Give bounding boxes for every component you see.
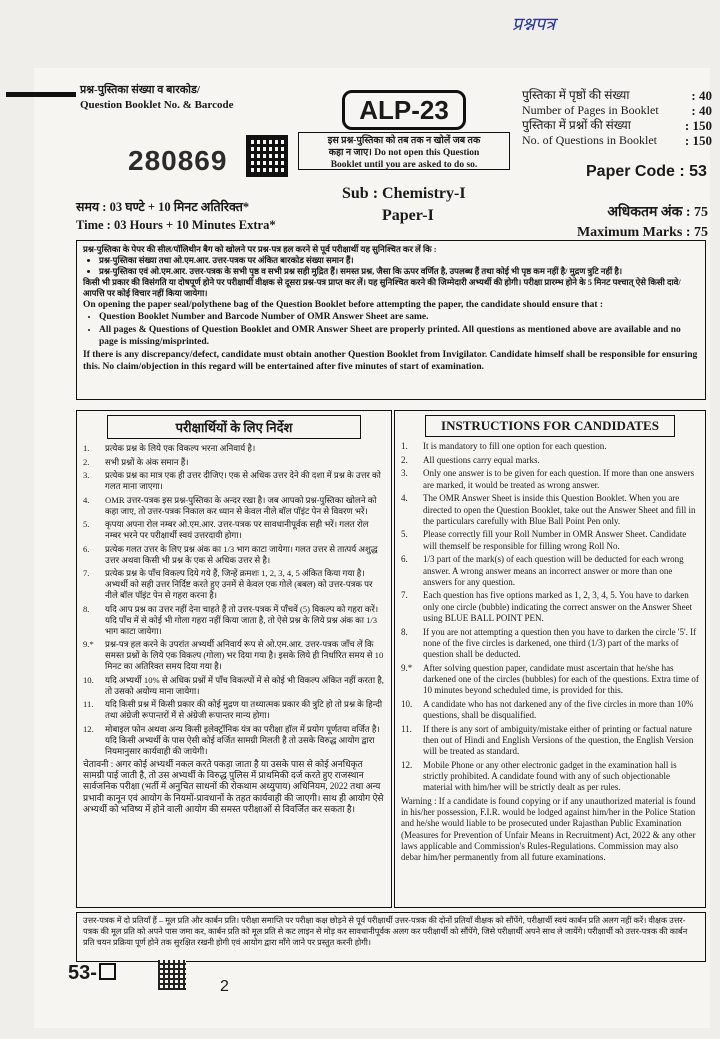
time-hi: समय : 03 घण्टे + 10 मिनट अतिरिक्त* xyxy=(76,200,250,214)
instruction-item xyxy=(83,675,385,697)
instruction-item xyxy=(401,590,699,624)
paper-code-footer xyxy=(68,962,116,985)
pages-value: : 40 xyxy=(691,88,712,103)
square-box-icon xyxy=(99,963,116,980)
notice-hi-point: • प्रश्न-पुस्तिका एवं ओ.एम.आर. उत्तर-पत्रक के सभी पृष्ठ व सभी प्रश्न सही मुद्रित हैं। समस्त प्रश्न, जैसा कि ऊपर वर्णित है, उपलब्ध हैं तथा कोई भी पृष्ठ कम नहीं है/ मुद्रण त्रुटि नहीं है। xyxy=(99,266,699,277)
instruction-item xyxy=(83,544,385,566)
instruction-number: 7. xyxy=(83,568,90,578)
max-marks xyxy=(560,203,708,243)
instruction-item xyxy=(401,455,699,466)
handwritten-note: प्रश्नपत्र xyxy=(512,14,556,35)
notice-hi-point: • प्रश्न-पुस्तिका संख्या तथा ओ.एम.आर. उत्तर-पत्रक पर अंकित बारकोड संख्या समान हैं। xyxy=(99,255,699,266)
english-instructions-list xyxy=(395,441,705,793)
notice-hi-outro: किसी भी प्रकार की विसंगति या दोषपूर्ण होने पर परीक्षार्थी वीक्षक से दूसरा प्रश्न-पत्र प्राप्त कर लें। यह सुनिश्चित करने की जिम्मेदारी अभ्यर्थी की होगी। परीक्षा प्रारम्भ होने के 5 मिनट पश्चात् ऐसे किसी दावे/आपत्ति पर कोई विचार नहीं किया जायेगा। xyxy=(83,277,681,298)
instruction-text: सभी प्रश्नों के अंक समान हैं। xyxy=(105,456,189,467)
instruction-number: 4. xyxy=(83,494,90,505)
instruction-number: 1. xyxy=(83,443,90,453)
instruction-item xyxy=(83,724,385,757)
instruction-number: 3. xyxy=(401,468,408,479)
time-block xyxy=(76,198,276,234)
instruction-item xyxy=(401,724,699,758)
hindi-instructions xyxy=(76,410,392,908)
paper-code: Paper Code : 53 xyxy=(586,163,707,180)
instruction-item xyxy=(401,760,699,794)
instruction-text: यदि किसी प्रश्न में किसी प्रकार की कोई मुद्रण या तथ्यात्मक प्रकार की त्रुटि हो तो प्रश्न के हिन्दी तथा अंग्रेजी रूपान्तरों में से अंग्रेजी रूपान्तर मान्य होगा। xyxy=(105,699,383,720)
instruction-item xyxy=(83,519,385,541)
notice-en-outro: If there is any discrepancy/defect, candidate must obtain another Question Booklet from Invigilator. Candidate himself shall be responsible for ensuring this. No claim/objection in this regard will be entertained after five minutes of start of examination. xyxy=(83,349,698,373)
instruction-number: 5. xyxy=(401,529,408,540)
max-marks-en: Maximum Marks : 75 xyxy=(576,225,708,240)
instruction-text: All questions carry equal marks. xyxy=(423,454,540,465)
questions-label-en: No. of Questions in Booklet xyxy=(522,133,657,147)
warning-line-2: कहा न जाए। Do not open this Question xyxy=(328,148,480,158)
barcode-label xyxy=(80,83,234,113)
instruction-number: 8. xyxy=(401,626,408,637)
instruction-item xyxy=(401,699,699,721)
series-badge: ALP-23 xyxy=(342,90,466,130)
instruction-text: प्रत्येक प्रश्न के पाँच विकल्प दिये गये हैं, जिन्हें क्रमशः 1, 2, 3, 4, 5 अंकित किया गया है। अभ्यर्थी को सही उत्तर निर्दिष्ट करते हुए उनमें से केवल एक गोले (बबल) को उत्तर-पत्रक पर नीले बॉल पॉइंट पेन से गहरा करना है। xyxy=(105,568,373,600)
instruction-number: 1. xyxy=(401,441,408,451)
warning-line-1: इस प्रश्न-पुस्तिका को तब तक न खोलें जब तक xyxy=(327,136,481,146)
time-en: Time : 03 Hours + 10 Minutes Extra* xyxy=(76,218,276,232)
notice-en-point: • All pages & Questions of Question Booklet and OMR Answer Sheet are properly printed. All questions as mentioned above are available and no page is missing/misprinted. xyxy=(99,324,699,349)
pre-exam-notice xyxy=(76,240,706,400)
instruction-number: 11. xyxy=(83,699,94,709)
instruction-number: 4. xyxy=(401,493,408,504)
instruction-number: 8. xyxy=(83,603,90,614)
instruction-text: मोबाइल फोन अथवा अन्य किसी इलेक्ट्रॉनिक यंत्र का परीक्षा हॉल में प्रयोग पूर्णतया वर्जित है। यदि किसी अभ्यर्थी के पास ऐसी कोई वर्जित सामग्री मिलती है तो उसके विरुद्ध आयोग द्वारा नियमानुसार कार्यवाही की जायेगी। xyxy=(105,723,380,756)
instruction-number: 10. xyxy=(83,674,94,685)
instruction-text: A candidate who has not darkened any of the five circles in more than 10% questions, shall be disqualified. xyxy=(423,698,694,720)
questions-label-hi: पुस्तिका में प्रश्नों की संख्या xyxy=(522,118,631,132)
questions-value: : 150 xyxy=(684,118,712,133)
instruction-number: 7. xyxy=(401,590,408,601)
instruction-number: 11. xyxy=(401,723,412,734)
subject: Sub : Chemistry-I xyxy=(342,185,466,202)
instruction-number: 6. xyxy=(401,554,408,565)
instruction-text: Only one answer is to be given for each question. If more than one answers are marked, it would be treated as wrong answer. xyxy=(423,468,695,490)
notice-en-point: • Question Booklet Number and Barcode Number of OMR Answer Sheet are same. xyxy=(99,311,699,323)
hindi-warning: चेतावनी : अगर कोई अभ्यर्थी नकल करते पकड़ा जाता है या उसके पास से कोई अनधिकृत सामग्री पाई जाती है, तो उस अभ्यर्थी के विरुद्ध पुलिस में प्राथमिकी दर्ज करते हुए राजस्थान सार्वजनिक परीक्षा (भर्ती में अनुचित साधनों की रोकथाम अध्युपाय) अधिनियम, 2022 तथा अन्य प्रभावी कानून एवं आयोग के नियमों-प्रावधानों के तहत कार्यवाही की जाएगी। साथ ही आयोग ऐसे अभ्यर्थी को भविष्य में होने वाली आयोग की समस्त परीक्षाओं से विवर्जित कर सकता है। xyxy=(83,759,384,814)
instruction-text: It is mandatory to fill one option for each question. xyxy=(423,441,607,451)
instruction-item xyxy=(83,699,385,721)
paper-title: Paper-I xyxy=(382,207,434,224)
pages-label-hi: पुस्तिका में पृष्ठों की संख्या xyxy=(522,88,630,102)
carbon-copy-note: उत्तर-पत्रक में दो प्रतियाँ हैं – मूल प्रति और कार्बन प्रति। परीक्षा समाप्ति पर परीक्षा कक्ष छोड़ने से पूर्व परीक्षार्थी उत्तर-पत्रक की दोनों प्रतियाँ वीक्षक को सौंपेंगे, परीक्षार्थी स्वयं कार्बन प्रति अलग नहीं करें। वीक्षक उत्तर-पत्रक की मूल प्रति को अपने पास जमा कर, कार्बन प्रति को मूल प्रति से कट लाइन से मोड़ कर सावधानीपूर्वक अलग कर परीक्षार्थी को सौंपेंगे, जिसे परीक्षार्थी अपने साथ ले जायेंगे। परीक्षार्थी को उत्तर-पत्रक की कार्बन प्रति चयन प्रक्रिया पूर्ण होने तक सुरक्षित रखनी होगी एवं आयोग द्वारा माँगे जाने पर प्रस्तुत करनी होगी। xyxy=(76,912,706,962)
header-rule xyxy=(6,92,76,97)
instruction-number: 12. xyxy=(83,723,94,734)
instruction-text: प्रत्येक प्रश्न के लिये एक विकल्प भरना अनिवार्य है। xyxy=(105,443,256,453)
instruction-number: 5. xyxy=(83,519,90,529)
hindi-instructions-list xyxy=(77,443,391,757)
hindi-instructions-title: परीक्षार्थियों के लिए निर्देश xyxy=(107,415,360,439)
warning-line-3: Booklet until you are asked to do so. xyxy=(330,160,478,170)
barcode-qr-icon xyxy=(246,135,288,177)
instruction-number: 2. xyxy=(83,456,90,467)
instruction-item xyxy=(401,663,699,697)
instruction-item xyxy=(401,468,699,490)
instruction-text: प्रश्न-पत्र हल करने के उपरांत अभ्यर्थी अनिवार्य रूप से ओ.एम.आर. उत्तर-पत्रक जाँच लें कि समस्त प्रश्नों के लिये एक विकल्प (गोला) भर दिया गया है। इसके लिये ही निर्धारित समय से 10 मिनट का अतिरिक्त समय दिया गया है। xyxy=(105,639,384,671)
instruction-number: 2. xyxy=(401,454,408,465)
english-warning: Warning : If a candidate is found copying or if any unauthorized material is found in his/her possession, F.I.R. would be lodged against him/her in the Police Station and he/she would liable to be prosecuted under Rajasthan Public Examination (Measures for Prevention of Unfair Means in Recruitment) Act, 2022 & any other laws applicable and Commission's Rules-Regulations. Commission may also debar him/her permanently from all future examinations. xyxy=(401,795,696,862)
english-instructions xyxy=(394,410,706,908)
instruction-item xyxy=(83,495,385,517)
english-instructions-title: INSTRUCTIONS FOR CANDIDATES xyxy=(425,415,675,437)
instruction-item xyxy=(83,604,385,637)
instruction-number: 12. xyxy=(401,759,413,770)
instruction-item xyxy=(401,441,699,452)
notice-en-intro: On opening the paper seal/polythene bag of the Question Booklet before attempting the paper, the candidate should ensure that : xyxy=(83,300,604,310)
instruction-number: 9.* xyxy=(83,639,94,649)
barcode-label-hi: प्रश्न-पुस्तिका संख्या व बारकोड/ xyxy=(80,84,200,96)
instruction-item xyxy=(83,443,385,454)
instruction-text: If there is any sort of ambiguity/mistake either of printing or factual nature then out of Hindi and English Versions of the question, the English Version will be treated as standard. xyxy=(423,723,694,757)
instruction-text: कृपया अपना रोल नम्बर ओ.एम.आर. उत्तर-पत्रक पर सावधानीपूर्वक सही भरें। गलत रोल नम्बर भरने पर परीक्षार्थी स्वयं उत्तरदायी होगा। xyxy=(105,519,369,540)
instruction-text: प्रत्येक प्रश्न का मात्र एक ही उत्तर दीजिए। एक से अधिक उत्तर देने की दशा में प्रश्न के उत्तर को गलत माना जाएगा। xyxy=(105,470,381,491)
page-number: 2 xyxy=(220,978,229,995)
max-marks-hi: अधिकतम अंक : 75 xyxy=(607,205,708,220)
do-not-open-warning xyxy=(298,132,510,170)
booklet-number: 280869 xyxy=(128,145,228,176)
booklet-stats xyxy=(522,88,712,148)
instruction-text: Each question has five options marked as 1, 2, 3, 4, 5. You have to darken only one circle (bubble) indicating the correct answer on the Answer Sheet using BLUE BALL POINT PEN. xyxy=(423,590,693,623)
instruction-text: If you are not attempting a question then you have to darken the circle '5'. If none of the five circles is darkened, one third (1/3) part of the marks of question shall be deducted. xyxy=(423,626,697,659)
instruction-text: OMR उत्तर-पत्रक इस प्रश्न-पुस्तिका के अन्दर रखा है। जब आपको प्रश्न-पुस्तिका खोलने को कहा जाए, तो उत्तर-पत्रक निकाल कर ध्यान से केवल नीले बॉल पॉइंट पेन से विवरण भरें। xyxy=(105,494,377,516)
instruction-number: 3. xyxy=(83,470,90,480)
instruction-item xyxy=(401,554,699,588)
instruction-text: Please correctly fill your Roll Number in OMR Answer Sheet. Candidate will themself be responsible for filling wrong Roll No. xyxy=(423,529,687,551)
instruction-text: The OMR Answer Sheet is inside this Question Booklet. When you are directed to open the Question Booklet, take out the Answer Sheet and fill in the particulars carefully with Blue Ball Point Pen only. xyxy=(423,493,696,526)
instruction-number: 6. xyxy=(83,543,90,554)
instruction-text: यदि आप प्रश्न का उत्तर नहीं देना चाहते हैं तो उत्तर-पत्रक में पाँचवें (5) विकल्प को गहरा करें। यदि पाँच में से कोई भी गोला गहरा नहीं किया जाता है, तो ऐसे प्रश्न के लिये प्रश्न अंक का 1/3 भाग काटा जायेगा। xyxy=(105,603,379,636)
questions-value-en: : 150 xyxy=(684,133,712,148)
instruction-number: 9.* xyxy=(401,662,413,673)
instruction-text: Mobile Phone or any other electronic gadget in the examination hall is strictly prohibited. A candidate found with any of such objectionable material with him/her will be strictly dealt as per rules. xyxy=(423,759,677,793)
instruction-text: After solving question paper, candidate must ascertain that he/she has darkened one of the circles (bubbles) for each of the questions. Extra time of 10 minutes beyond scheduled time, is provided for this. xyxy=(423,662,699,696)
pages-value-en: : 40 xyxy=(691,103,712,118)
paper-code-footer-text: 53- xyxy=(68,962,97,984)
instruction-text: 1/3 part of the mark(s) of each question will be deducted for each wrong answer. A wrong answer means an incorrect answer or more than one answers for any question. xyxy=(423,554,684,587)
instruction-number: 10. xyxy=(401,698,413,709)
instruction-item xyxy=(401,627,699,661)
instruction-item xyxy=(83,457,385,468)
instruction-item xyxy=(83,470,385,492)
notice-hi-intro: प्रश्न-पुस्तिका के पेपर की सील/पॉलिथीन बैग को खोलने पर प्रश्न-पत्र हल करने से पूर्व परीक्षार्थी यह सुनिश्चित कर लें कि : xyxy=(83,244,437,254)
instruction-text: प्रत्येक गलत उत्तर के लिए प्रश्न अंक का 1/3 भाग काटा जायेगा। गलत उत्तर से तात्पर्य अशुद्ध उत्तर अथवा किसी भी प्रश्न के एक से अधिक उत्तर से है। xyxy=(105,543,378,565)
instruction-item xyxy=(83,568,385,601)
instruction-item xyxy=(401,493,699,527)
pages-label-en: Number of Pages in Booklet xyxy=(522,103,659,117)
instruction-item xyxy=(83,639,385,672)
barcode-label-en: Question Booklet No. & Barcode xyxy=(80,99,234,111)
instruction-item xyxy=(401,529,699,551)
footer-qr-icon xyxy=(158,960,186,990)
instruction-text: यदि अभ्यर्थी 10% से अधिक प्रश्नों में पाँच विकल्पों में से कोई भी विकल्प अंकित नहीं करता है, तो उसको अयोग्य माना जायेगा। xyxy=(105,674,384,696)
